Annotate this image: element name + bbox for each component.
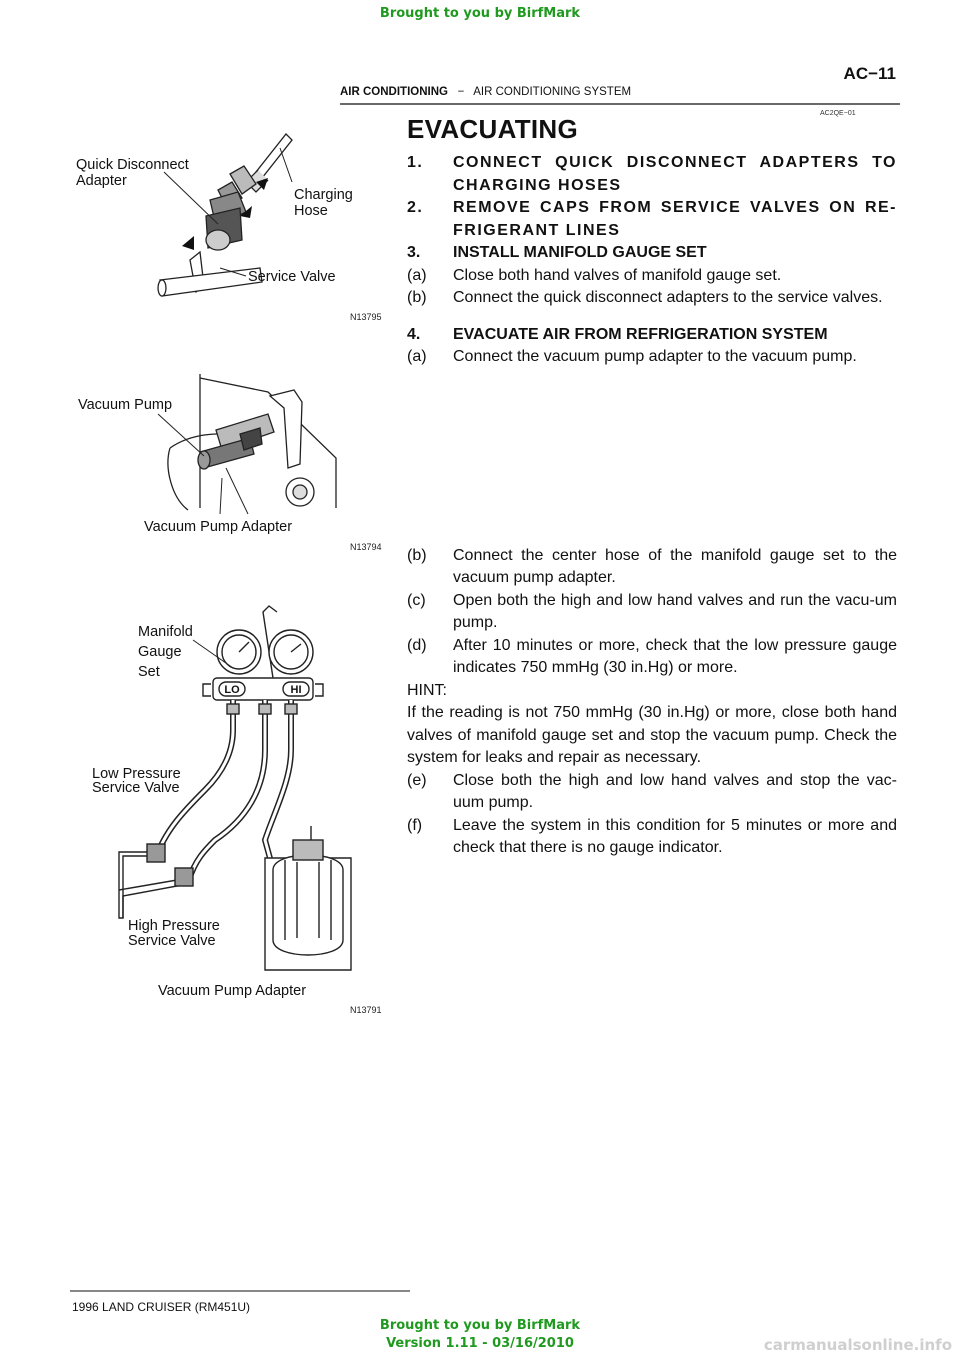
step-text: Close both the high and low hand valves and stop the vac-uum pump.	[453, 771, 897, 811]
gauge-hi-label: HI	[290, 684, 302, 696]
label-high-pressure: High Pressure	[128, 918, 220, 934]
step-2	[407, 197, 897, 242]
document-code: AC2QE−01	[820, 110, 856, 117]
step-number: (d)	[407, 636, 427, 654]
label-vacuum-pump-adapter: Vacuum Pump Adapter	[144, 519, 293, 535]
chapter-title: AIR CONDITIONING	[340, 86, 448, 98]
label-hose: Hose	[294, 203, 328, 219]
step-text: EVACUATE AIR FROM REFRIGERATION SYSTEM	[453, 325, 828, 343]
label-low-service-valve: Service Valve	[92, 780, 180, 796]
header-rule	[0, 103, 960, 105]
step-4c	[407, 590, 897, 635]
running-header	[340, 86, 631, 98]
step-text: Close both hand valves of manifold gauge set.	[453, 266, 782, 284]
step-4e	[407, 770, 897, 815]
watermark-bottom-2: Version 1.11 - 03/16/2010	[386, 1336, 574, 1351]
step-text: Connect the center hose of the manifold gauge set to the vacuum pump adapter.	[453, 546, 897, 586]
step-4f	[407, 815, 897, 860]
step-4a	[407, 346, 897, 369]
step-4	[407, 324, 897, 347]
figure-vacuum-pump	[160, 368, 360, 518]
hint-text: If the reading is not 750 mmHg (30 in.Hg) or more, close both hand valves of manifold gauge set and stop the vacuum pump. Check the system for leaks and repair as necessary.	[407, 704, 897, 766]
step-4b	[407, 545, 897, 590]
section-reference: AC−11	[843, 64, 896, 83]
label-low-pressure: Low Pressure	[92, 766, 181, 782]
hint-label: HINT:	[407, 681, 447, 699]
step-number: (a)	[407, 266, 427, 284]
watermark-bottom-1: Brought to you by BirfMark	[379, 1318, 581, 1333]
figure-quick-disconnect-adapter	[70, 120, 390, 320]
step-number: (c)	[407, 591, 426, 609]
step-number: (f)	[407, 816, 423, 834]
label-adapter: Adapter	[76, 173, 127, 189]
label-service-valve: Service Valve	[248, 269, 336, 285]
figure-number: N13794	[350, 542, 382, 552]
subchapter-title: AIR CONDITIONING SYSTEM	[473, 86, 632, 98]
step-number: 1.	[407, 154, 424, 171]
footer-model: 1996 LAND CRUISER (RM451U)	[72, 1300, 251, 1314]
step-number: 4.	[407, 325, 421, 343]
page-title: EVACUATING	[407, 114, 579, 144]
header-separator: −	[457, 86, 465, 98]
step-text: CONNECT QUICK DISCONNECT ADAPTERS TO CHARGING HOSES	[453, 154, 897, 194]
label-vacuum-pump: Vacuum Pump	[78, 397, 173, 413]
step-number: (b)	[407, 289, 427, 306]
step-1	[407, 152, 897, 197]
step-text: REMOVE CAPS FROM SERVICE VALVES ON RE-FRIGERANT LINES	[453, 199, 897, 239]
step-number: 2.	[407, 199, 424, 216]
step-3	[407, 242, 897, 265]
site-watermark: carmanualsonline.info	[763, 1336, 952, 1354]
label-high-service-valve: Service Valve	[128, 933, 216, 949]
label-gauge: Gauge	[138, 644, 182, 660]
figure-number: N13791	[350, 1005, 382, 1015]
step-text: Connect the quick disconnect adapters to the service valves.	[453, 289, 883, 306]
procedure-steps	[407, 152, 897, 860]
step-text: Connect the vacuum pump adapter to the vacuum pump.	[453, 348, 857, 365]
step-number: (e)	[407, 771, 427, 789]
step-4d	[407, 635, 897, 680]
step-text: After 10 minutes or more, check that the low pressure gauge indicates 750 mmHg (30 in.Hg) or more.	[453, 636, 897, 676]
label-manifold: Manifold	[138, 624, 193, 640]
label-charging: Charging	[294, 187, 353, 203]
step-3b	[407, 287, 897, 310]
label-set: Set	[138, 664, 160, 680]
step-number: (b)	[407, 546, 427, 564]
label-quick-disconnect: Quick Disconnect	[76, 157, 189, 173]
step-text: Open both the high and low hand valves and run the vacu-um pump.	[453, 591, 897, 631]
step-3a	[407, 265, 897, 288]
figure-number: N13795	[350, 312, 382, 322]
step-text: Leave the system in this condition for 5 minutes or more and check that there is no gauge indicator.	[453, 816, 897, 856]
step-number: 3.	[407, 244, 421, 261]
gauge-lo-label: LO	[224, 684, 240, 696]
watermark-top: Brought to you by BirfMark	[379, 6, 581, 21]
label-vacuum-pump-adapter: Vacuum Pump Adapter	[158, 983, 307, 999]
step-number: (a)	[407, 348, 427, 365]
step-text: INSTALL MANIFOLD GAUGE SET	[453, 244, 707, 261]
footer-rule	[0, 1290, 960, 1292]
